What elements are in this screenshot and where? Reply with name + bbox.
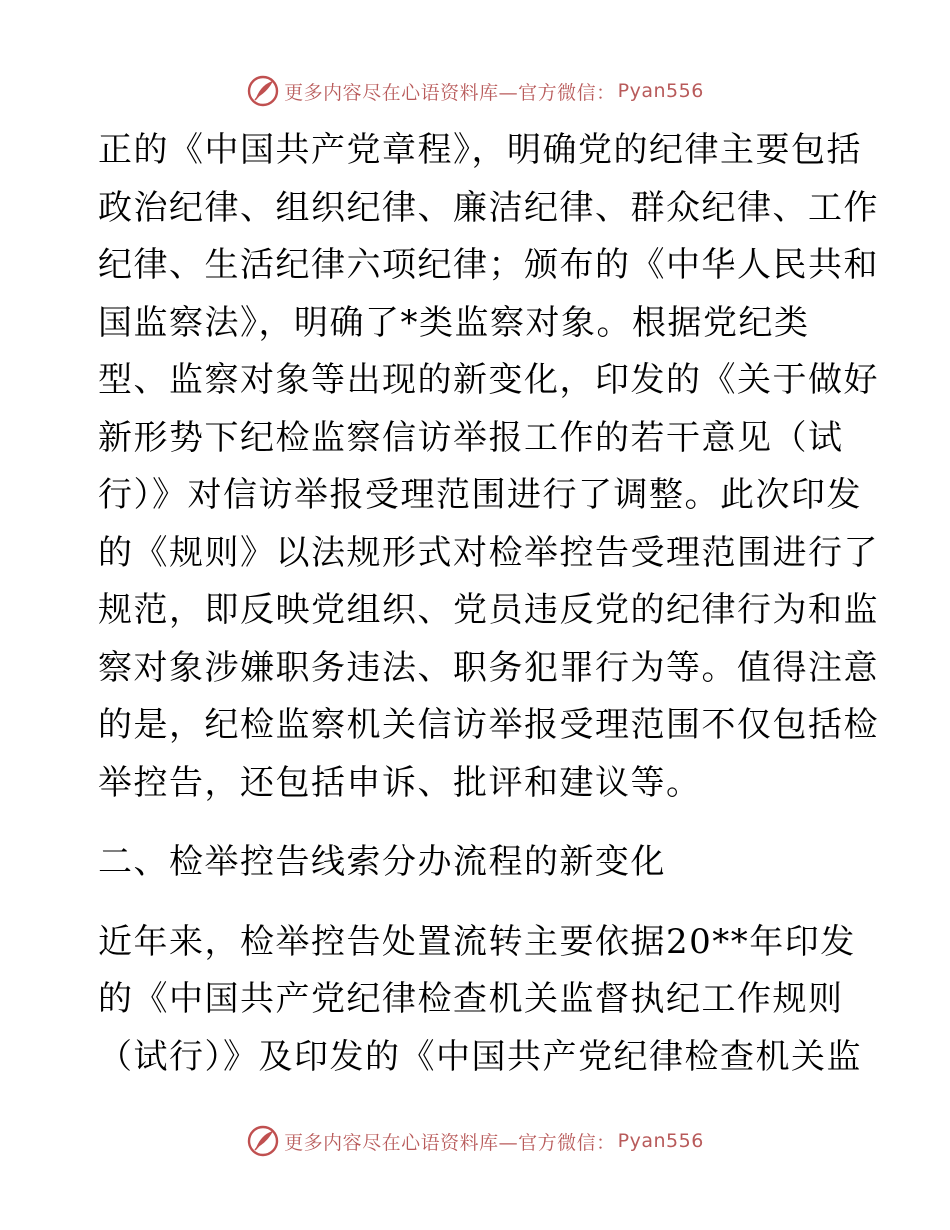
text-line: 的《规则》以法规形式对检举控告受理范围进行了 bbox=[98, 532, 879, 573]
text-line: 国监察法》，明确了*类监察对象。根据党纪类 bbox=[98, 302, 810, 343]
text-line: 举控告，还包括申诉、批评和建议等。 bbox=[98, 762, 702, 803]
text-line: 规范，即反映党组织、党员违反党的纪律行为和监 bbox=[98, 590, 879, 630]
watermark-text: 更多内容尽在心语资料库—官方微信： bbox=[284, 81, 616, 104]
text-line: （试行）》及印发的《中国共产党纪律检查机关监 bbox=[98, 1036, 862, 1077]
text-line: 的《中国共产党纪律检查机关监督执纪工作规则 bbox=[98, 979, 844, 1019]
watermark-id: Pyan556 bbox=[617, 80, 704, 102]
text-line: 型、监察对象等出现的新变化，印发的《关于做好 bbox=[98, 360, 879, 400]
header-watermark bbox=[0, 74, 950, 108]
text-line: 纪律、生活纪律六项纪律；颁布的《中华人民共和 bbox=[98, 245, 879, 285]
text-line: 近年来，检举控告处置流转主要依据20**年印发 bbox=[98, 921, 856, 962]
feather-logo-icon bbox=[246, 74, 280, 108]
text-line: 的是，纪检监察机关信访举报受理范围不仅包括检 bbox=[98, 705, 879, 745]
footer-watermark bbox=[0, 1124, 950, 1158]
text-line: 政治纪律、组织纪律、廉洁纪律、群众纪律、工作 bbox=[98, 187, 879, 228]
section-heading: 二、检举控告线索分办流程的新变化 bbox=[98, 842, 666, 882]
text-line: 行）》对信访举报受理范围进行了调整。此次印发 bbox=[98, 475, 862, 515]
text-line: 新形势下纪检监察信访举报工作的若干意见（试 bbox=[98, 417, 844, 458]
text-line: 察对象涉嫌职务违法、职务犯罪行为等。值得注意 bbox=[98, 647, 879, 688]
watermark-id: Pyan556 bbox=[617, 1130, 704, 1152]
document-body bbox=[98, 122, 879, 1086]
watermark-text: 更多内容尽在心语资料库—官方微信： bbox=[284, 1131, 616, 1154]
feather-logo-icon bbox=[246, 1124, 280, 1158]
text-line: 正的《中国共产党章程》，明确党的纪律主要包括 bbox=[98, 130, 862, 170]
